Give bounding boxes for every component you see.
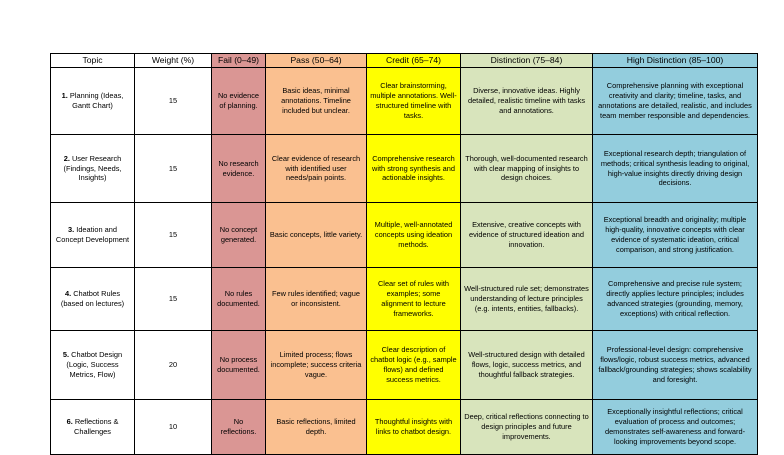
weight-cell: 20: [135, 331, 212, 400]
topic-number: 6.: [66, 417, 73, 427]
high-distinction-cell: Professional-level design: comprehensive flows/logic, robust success metrics, advanced fallback/grounding strategies; shows scalability and foresight.: [593, 331, 758, 400]
distinction-cell: Extensive, creative concepts with evidence of structured ideation and innovation.: [461, 203, 593, 268]
topic-label: Reflections & Challenges: [74, 417, 119, 436]
fail-cell: No reflections.: [212, 400, 266, 455]
fail-cell: No research evidence.: [212, 135, 266, 203]
topic-number: 5.: [62, 350, 70, 360]
credit-cell: Clear brainstorming, multiple annotations. Well-structured timeline with tasks.: [367, 68, 461, 135]
topic-label: Ideation and Concept Development: [55, 225, 130, 244]
fail-cell: No process documented.: [212, 331, 266, 400]
table-row: [51, 331, 758, 400]
topic-cell: [51, 68, 135, 135]
weight-cell: 15: [135, 68, 212, 135]
table-row: [51, 135, 758, 203]
table-row: [51, 203, 758, 268]
topic-label: Chatbot Rules (based on lectures): [60, 289, 125, 308]
credit-cell: Clear description of chatbot logic (e.g., sample flows) and defined success metrics.: [367, 331, 461, 400]
topic-number: 3.: [68, 225, 75, 235]
topic-number: 2.: [63, 153, 70, 163]
fail-cell: No concept generated.: [212, 203, 266, 268]
header-pass: Pass (50–64): [266, 54, 367, 68]
weight-cell: 15: [135, 135, 212, 203]
distinction-cell: Well-structured rule set; demonstrates understanding of lecture principles (e.g. intents, entities, fallbacks).: [461, 268, 593, 331]
fail-cell: No rules documented.: [212, 268, 266, 331]
header-weight: Weight (%): [135, 54, 212, 68]
distinction-cell: Deep, critical reflections connecting to design principles and future improvements.: [461, 400, 593, 455]
pass-cell: Basic reflections, limited depth.: [266, 400, 367, 455]
header-distinction: Distinction (75–84): [461, 54, 593, 68]
topic-number: 1.: [61, 91, 68, 101]
weight-cell: 15: [135, 203, 212, 268]
table-row: [51, 400, 758, 455]
pass-cell: Basic concepts, little variety.: [266, 203, 367, 268]
header-credit: Credit (65–74): [367, 54, 461, 68]
high-distinction-cell: Exceptional breadth and originality; multiple high-quality, innovative concepts with clear evidence of systematic ideation, critical comparison, and strong justification.: [593, 203, 758, 268]
topic-label: Planning (Ideas, Gantt Chart): [69, 91, 124, 110]
high-distinction-cell: Comprehensive planning with exceptional creativity and clarity; timeline, tasks, and annotations are detailed, realistic, and includes team member responsible and dependencies.: [593, 68, 758, 135]
table-row: [51, 68, 758, 135]
high-distinction-cell: Exceptionally insightful reflections; critical evaluation of process and outcomes; demonstrates self-awareness and forward-looking improvements beyond scope.: [593, 400, 758, 455]
credit-cell: Multiple, well-annotated concepts using ideation methods.: [367, 203, 461, 268]
distinction-cell: Well-structured design with detailed flows, logic, success metrics, and thoughtful fallback strategies.: [461, 331, 593, 400]
high-distinction-cell: Exceptional research depth; triangulation of methods; critical synthesis leading to original, high-value insights directly driving design decisions.: [593, 135, 758, 203]
pass-cell: Few rules identified; vague or inconsistent.: [266, 268, 367, 331]
header-row: [51, 54, 758, 68]
topic-cell: [51, 203, 135, 268]
credit-cell: Thoughtful insights with links to chatbot design.: [367, 400, 461, 455]
weight-cell: 10: [135, 400, 212, 455]
table-row: [51, 268, 758, 331]
topic-cell: [51, 268, 135, 331]
topic-number: 4.: [64, 289, 72, 299]
weight-cell: 15: [135, 268, 212, 331]
pass-cell: Clear evidence of research with identified user needs/pain points.: [266, 135, 367, 203]
topic-cell: [51, 331, 135, 400]
header-high-distinction: High Distinction (85–100): [593, 54, 758, 68]
credit-cell: Clear set of rules with examples; some alignment to lecture frameworks.: [367, 268, 461, 331]
high-distinction-cell: Comprehensive and precise rule system; directly applies lecture principles; includes advanced strategies (grounding, memory, exceptions) with critical reflection.: [593, 268, 758, 331]
topic-cell: [51, 400, 135, 455]
header-fail: Fail (0–49): [212, 54, 266, 68]
distinction-cell: Thorough, well-documented research with clear mapping of insights to design choices.: [461, 135, 593, 203]
topic-label: User Research (Findings, Needs, Insights): [63, 153, 122, 183]
rubric-table: [50, 53, 758, 455]
topic-cell: [51, 135, 135, 203]
distinction-cell: Diverse, innovative ideas. Highly detailed, realistic timeline with tasks and annotations.: [461, 68, 593, 135]
credit-cell: Comprehensive research with strong synthesis and actionable insights.: [367, 135, 461, 203]
topic-label: Chatbot Design (Logic, Success Metrics, Flow): [66, 350, 123, 379]
pass-cell: Basic ideas, minimal annotations. Timeline included but unclear.: [266, 68, 367, 135]
header-topic: Topic: [51, 54, 135, 68]
pass-cell: Limited process; flows incomplete; success criteria vague.: [266, 331, 367, 400]
fail-cell: No evidence of planning.: [212, 68, 266, 135]
